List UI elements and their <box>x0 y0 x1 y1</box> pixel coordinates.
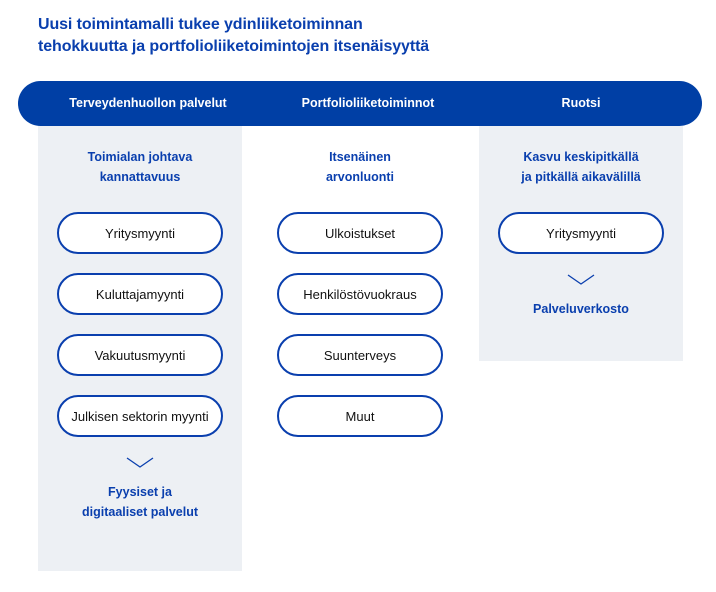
subtitle-line: Toimialan johtava <box>87 150 193 164</box>
subtitle-line: arvonluonti <box>325 170 395 184</box>
healthcare-column <box>38 126 242 522</box>
item-list <box>479 212 683 254</box>
item-list <box>38 212 242 437</box>
column-header-healthcare: Terveydenhuollon palvelut <box>69 96 227 110</box>
item-pill-suunterveys: Suunterveys <box>277 334 443 376</box>
page-title <box>38 14 429 58</box>
subtitle-line: ja pitkällä aikavälillä <box>521 170 641 184</box>
title-line-1: Uusi toimintamalli tukee ydinliiketoiminnan <box>38 16 363 33</box>
item-pill-ulkoistukset: Ulkoistukset <box>277 212 443 254</box>
footer-line: digitaaliset palvelut <box>81 505 198 519</box>
column-footer-label <box>38 482 242 522</box>
footer-line: Palveluverkosto <box>533 302 629 316</box>
subtitle-line: Itsenäinen <box>329 150 391 164</box>
title-line-2: tehokkuutta ja portfolioliiketoimintojen itsenäisyyttä <box>38 38 430 55</box>
item-list <box>258 212 462 437</box>
column-footer-label <box>479 299 683 319</box>
item-pill-yritysmyynti: Yritysmyynti <box>498 212 664 254</box>
item-pill-muut: Muut <box>277 395 443 437</box>
item-pill-kuluttajamyynti: Kuluttajamyynti <box>57 273 223 315</box>
column-header-sweden: Ruotsi <box>561 96 601 110</box>
subtitle-line: Kasvu keskipitkällä <box>523 150 639 164</box>
portfolio-column <box>258 126 462 456</box>
item-pill-henkilostovuokraus: Henkilöstövuokraus <box>277 273 443 315</box>
chevron-down-icon <box>567 273 595 287</box>
column-subtitle <box>38 147 242 187</box>
column-header-portfolio: Portfolioliiketoiminnot <box>301 96 435 110</box>
column-subtitle <box>479 147 683 187</box>
column-subtitle <box>258 147 462 187</box>
column-header-bar <box>18 81 702 126</box>
sweden-column <box>479 126 683 319</box>
footer-line: Fyysiset ja <box>108 485 172 499</box>
item-pill-vakuutusmyynti: Vakuutusmyynti <box>57 334 223 376</box>
item-pill-julkisen-sektorin-myynti: Julkisen sektorin myynti <box>57 395 223 437</box>
chevron-down-icon <box>126 456 154 470</box>
subtitle-line: kannattavuus <box>99 170 181 184</box>
item-pill-yritysmyynti: Yritysmyynti <box>57 212 223 254</box>
